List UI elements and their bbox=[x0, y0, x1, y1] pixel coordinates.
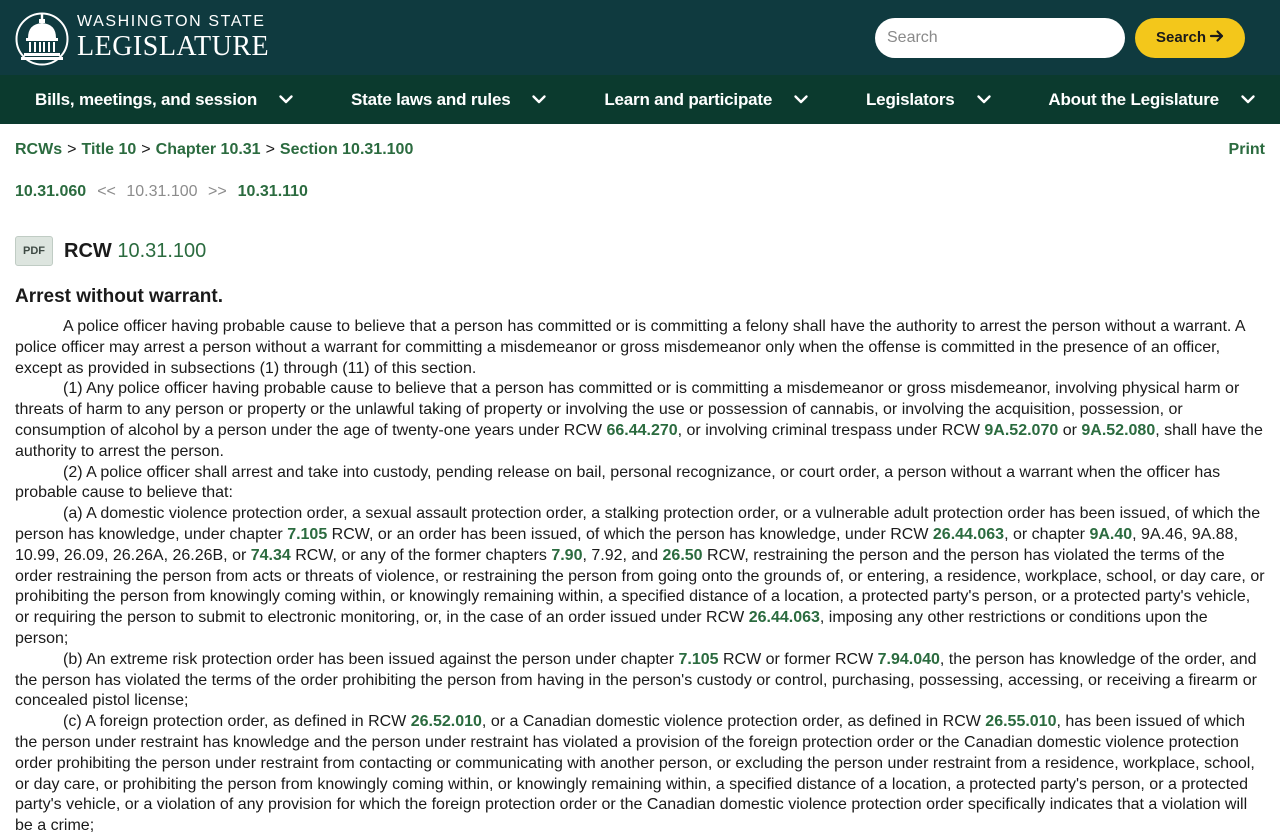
statute-text-run: , imposing any other restrictions or conditions upon the person; bbox=[15, 609, 1208, 647]
rcw-reference-link[interactable]: 9A.40 bbox=[1089, 525, 1133, 543]
main-nav bbox=[0, 75, 1280, 124]
chevron-down-icon bbox=[977, 95, 991, 104]
chevron-down-icon bbox=[1241, 95, 1255, 104]
nav-about-legislature[interactable] bbox=[1048, 90, 1255, 110]
main-content bbox=[0, 141, 1280, 837]
statute-paragraph bbox=[15, 463, 1265, 505]
section-caption: Arrest without warrant. bbox=[15, 286, 223, 307]
pdf-button[interactable]: PDF bbox=[15, 236, 53, 266]
statute-text-run: (a) A domestic violence protection order, a sexual assault protection order, a stalking protection order, or a vulnerable adult protection order has been issued, of which the person has knowledge, under chapter bbox=[15, 505, 1261, 543]
breadcrumb-title[interactable]: Title 10 bbox=[81, 141, 137, 158]
search-button-label: Search bbox=[1155, 29, 1207, 46]
breadcrumb-separator: > bbox=[265, 141, 275, 158]
statute-text-run: RCW or former RCW bbox=[718, 650, 878, 668]
rcw-reference-link[interactable]: 7.90 bbox=[551, 546, 583, 564]
search-area bbox=[875, 18, 1245, 58]
rcw-reference-link[interactable]: 26.44.063 bbox=[748, 609, 820, 627]
rcw-reference-link[interactable]: 7.105 bbox=[287, 525, 328, 543]
chevron-down-icon bbox=[279, 95, 293, 104]
nav-label: About the Legislature bbox=[1048, 89, 1219, 109]
breadcrumb-section[interactable]: Section 10.31.100 bbox=[279, 141, 414, 158]
site-header bbox=[0, 0, 1280, 75]
rcw-reference-link[interactable]: 26.50 bbox=[662, 546, 703, 564]
search-button[interactable] bbox=[1135, 18, 1245, 58]
statute-text-run: , or chapter bbox=[1004, 525, 1090, 543]
rcw-reference-link[interactable]: 7.105 bbox=[678, 650, 719, 668]
statute-text-run: RCW, or an order has been issued, of which the person has knowledge, under RCW bbox=[327, 525, 933, 543]
rcw-reference-link[interactable]: 7.94.040 bbox=[877, 650, 940, 668]
current-section-indicator bbox=[94, 183, 229, 201]
rcw-reference-link[interactable]: 9A.52.080 bbox=[1081, 421, 1156, 439]
statute-text-run: RCW, restraining the person and the person has violated the terms of the order restraining the person from acts or threats of violence, or restraining the person from going onto the grounds of, or entering, a residence, workplace, school, or day care, or prohibiting the person from knowingly coming within, or knowingly remaining within, a specified distance of a location, a protected party's person, or a protected party's vehicle, or requiring the person to submit to electronic monitoring, or, in the case of an order issued under RCW bbox=[15, 546, 1265, 627]
chevron-down-icon bbox=[794, 95, 808, 104]
prev-section-link[interactable]: 10.31.060 bbox=[15, 183, 87, 200]
section-number-link[interactable]: 10.31.100 bbox=[117, 239, 207, 262]
current-section-number: 10.31.100 bbox=[126, 183, 198, 200]
nav-label: Learn and participate bbox=[604, 89, 773, 109]
site-logo[interactable] bbox=[15, 10, 269, 66]
nav-state-laws-rules[interactable] bbox=[351, 90, 546, 110]
nav-legislators[interactable] bbox=[866, 90, 991, 110]
section-title bbox=[64, 240, 206, 263]
capitol-dome-icon bbox=[15, 10, 69, 66]
statute-paragraph bbox=[15, 317, 1265, 379]
breadcrumb-separator: > bbox=[141, 141, 151, 158]
statute-text-run: A police officer having probable cause to believe that a person has committed or is committing a felony shall have the authority to arrest the person without a warrant. A police officer may arrest a person without a warrant for committing a misdemeanor or gross misdemeanor only when the offense is committed in the presence of an officer, except as provided in subsections (1) through (11) of this section. bbox=[15, 318, 1245, 377]
next-section-link[interactable]: 10.31.110 bbox=[237, 183, 308, 200]
statute-text-run: , the person has knowledge of the order, and the person has violated the terms of the order prohibiting the person from having in the person's custody or control, purchasing, possessing, accessing, or receiving a firearm or concealed pistol license; bbox=[15, 650, 1257, 710]
breadcrumb-rcws[interactable]: RCWs bbox=[15, 141, 63, 158]
breadcrumb bbox=[15, 141, 1265, 159]
search-input[interactable] bbox=[875, 18, 1125, 58]
nav-label: State laws and rules bbox=[351, 89, 511, 109]
section-prefix: RCW bbox=[64, 239, 112, 262]
breadcrumb-chapter[interactable]: Chapter 10.31 bbox=[155, 141, 261, 158]
rcw-reference-link[interactable]: 26.52.010 bbox=[410, 713, 482, 731]
nav-label: Bills, meetings, and session bbox=[35, 89, 258, 109]
rcw-reference-link[interactable]: 74.34 bbox=[250, 546, 291, 564]
statute-text-run: or bbox=[1058, 421, 1082, 439]
statute-text-run: , 7.92, and bbox=[582, 546, 663, 564]
arrow-right-icon bbox=[1210, 29, 1224, 47]
breadcrumb-separator: > bbox=[67, 141, 77, 158]
logo-line1: WASHINGTON STATE bbox=[77, 13, 266, 30]
chevron-down-icon bbox=[532, 95, 546, 104]
prev-arrows: << bbox=[97, 183, 116, 200]
nav-bills-meetings-session[interactable] bbox=[35, 90, 293, 110]
nav-learn-participate[interactable] bbox=[604, 90, 808, 110]
logo-line2: LEGISLATURE bbox=[77, 31, 270, 62]
statute-paragraph bbox=[15, 379, 1265, 462]
rcw-reference-link[interactable]: 9A.52.070 bbox=[984, 421, 1059, 439]
statute-text-run: (2) A police officer shall arrest and take into custody, pending release on bail, personal recognizance, or court order, a person without a warrant when the officer has probable cause to believe that: bbox=[15, 463, 1221, 502]
statute-text-run: , has been issued of which the person under restraint has knowledge and the person under restraint has violated a provision of the foreign protection order or the Canadian domestic violence protection order prohibiting the person under restraint from contacting or communicating with another person, or excluding the person under restraint from a residence, workplace, school, or day care, or prohibiting the person from knowingly coming within, or knowingly remaining within, a specified distance of a location, a protected party's person, or a protected party's vehicle, or a violation of any provision for which the foreign protection order or the Canadian domestic violence protection order specifically indicates that a violation will be a crime; bbox=[15, 713, 1255, 835]
next-arrows: >> bbox=[207, 183, 227, 200]
section-pager bbox=[15, 183, 1265, 201]
statute-paragraph bbox=[15, 504, 1265, 650]
statute-text-run: , or a Canadian domestic violence protection order, as defined in RCW bbox=[481, 713, 986, 731]
nav-label: Legislators bbox=[866, 89, 955, 109]
section-heading bbox=[15, 236, 1265, 266]
statute-paragraph bbox=[15, 712, 1265, 837]
statute-text bbox=[15, 317, 1265, 837]
rcw-reference-link[interactable]: 66.44.270 bbox=[606, 421, 678, 439]
statute-text-run: , 9A.46, 9A.88, 10.99, 26.09, 26.26A, 26.26B, or bbox=[15, 525, 1239, 564]
statute-text-run: , shall have the authority to arrest the person. bbox=[15, 421, 1263, 460]
statute-text-run: RCW, or any of the former chapters bbox=[290, 546, 552, 564]
statute-text-run: (1) Any police officer having probable cause to believe that a person has committed or is committing a misdemeanor or gross misdemeanor, involving physical harm or threats of harm to any person or property or the unlawful taking of property or involving the use or possession of cannabis, or involving the acquisition, possession, or consumption of alcohol by a person under the age of twenty-one years under RCW bbox=[15, 380, 1240, 439]
statute-paragraph bbox=[15, 650, 1265, 712]
rcw-reference-link[interactable]: 26.55.010 bbox=[985, 713, 1057, 731]
print-link[interactable]: Print bbox=[1228, 141, 1265, 158]
statute-text-run: (b) An extreme risk protection order has been issued against the person under chapter bbox=[63, 650, 679, 668]
statute-text-run: , or involving criminal trespass under RCW bbox=[677, 421, 985, 439]
statute-text-run: (c) A foreign protection order, as defined in RCW bbox=[63, 713, 411, 731]
rcw-reference-link[interactable]: 26.44.063 bbox=[932, 525, 1005, 543]
